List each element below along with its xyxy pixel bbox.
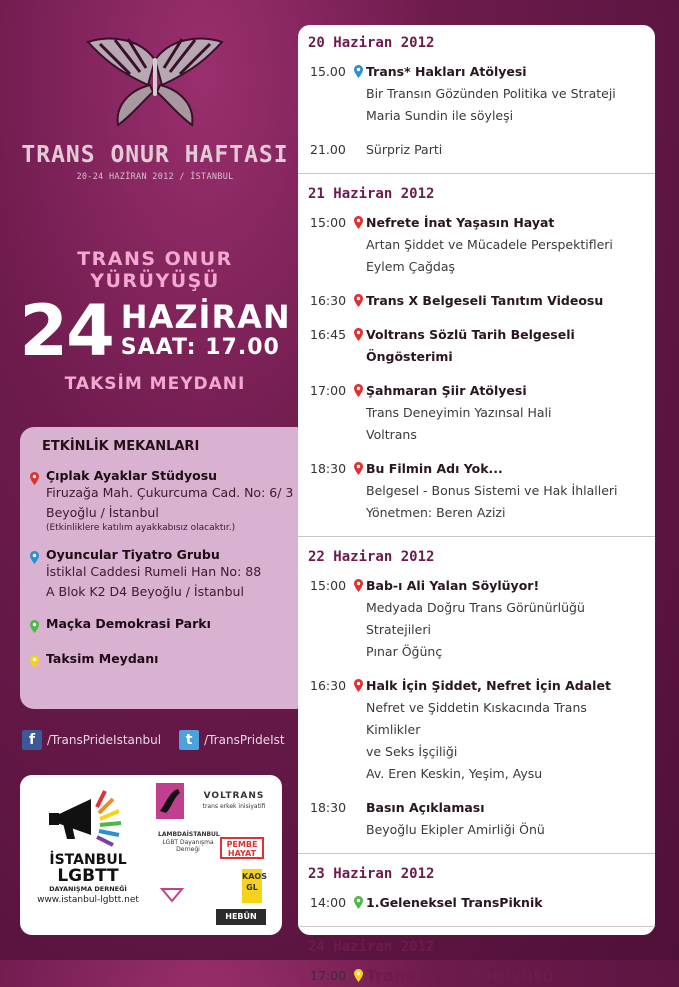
org-name-1: İSTANBUL [49,852,127,868]
map-pin-icon [354,579,363,592]
event-dates: 20-24 HAZİRAN 2012 / İSTANBUL [76,172,234,182]
event-title: Trans X Belgeseli Tanıtım Videosu [366,293,604,308]
voltrans-logo: VOLTRANS [203,791,265,801]
march-day: 24 [19,290,113,372]
event-detail: Trans Deneyimin Yazınsal Hali [366,405,552,420]
lambda-logo: LAMBDAİSTANBUL [158,831,220,838]
event-detail: Beyoğlu Ekipler Amirliği Önü [366,822,545,837]
map-pin-icon [354,328,363,341]
day-block [308,35,645,161]
venue-address-line: Beyoğlu / İstanbul [46,505,159,520]
butterfly-icon [70,30,240,130]
map-pin-icon [354,969,363,982]
event-time: 21.00 [310,142,346,157]
event-item [308,324,645,368]
org-subtitle: DAYANIŞMA DERNEĞİ [49,885,127,893]
event-title: Trans Onur Yürüyüşü [366,966,554,985]
facebook-icon[interactable]: f [22,730,42,750]
event-detail: Sürpriz Parti [366,142,443,157]
megaphone-icon [43,785,133,847]
twitter-icon[interactable]: t [179,730,199,750]
venue-name: Taksim Meydanı [46,651,159,666]
march-month: HAZİRAN [120,298,291,336]
event-detail: Artan Şiddet ve Mücadele Perspektifleri [366,237,613,252]
venue-name: Oyuncular Tiyatro Grubu [46,547,220,562]
program-schedule [298,25,655,985]
venues-box [20,427,310,709]
event-item [308,575,645,663]
event-title: Voltrans Sözlü Tarih Belgeseli Öngösterimi [366,327,575,364]
event-time: 15:00 [310,578,347,593]
pembe-hayat-logo: PEMBE HAYAT [220,837,264,859]
triangle-logo-icon [162,887,182,903]
map-pin-icon [30,472,39,485]
social-links [22,730,292,750]
map-pin-icon [354,384,363,397]
event-time: 18:30 [310,461,347,476]
event-time: 16:30 [310,293,347,308]
event-time: 16:45 [310,327,347,342]
venue-name: Çıplak Ayaklar Stüdyosu [46,468,218,483]
day-date: 20 Haziran 2012 [308,35,435,51]
twitter-link[interactable]: /TransPrideIst [204,733,285,747]
venues-title: ETKİNLİK MEKANLARI [42,439,200,454]
event-item [308,380,645,446]
march-announcement [20,248,290,394]
event-detail: Pınar Öğünç [366,644,443,659]
day-date: 24 Haziran 2012 [308,939,435,955]
day-divider [298,853,655,854]
event-title: Bab-ı Ali Yalan Söylüyor! [366,578,540,593]
venue-address-line: Firuzağa Mah. Çukurcuma Cad. No: 6/ 3 [46,485,294,500]
march-time: SAAT: 17.00 [120,335,280,360]
venue-item [30,547,300,602]
sponsor-logos [156,783,276,928]
map-pin-icon [354,65,363,78]
map-pin-icon [354,896,363,909]
march-place: TAKSİM MEYDANI [64,374,246,394]
event-time: 18:30 [310,800,347,815]
day-divider [298,173,655,174]
map-pin-icon [354,679,363,692]
event-time: 17:00 [310,383,347,398]
event-item [308,290,645,312]
event-logo [20,30,290,182]
event-title: 1.Geleneksel TransPiknik [366,895,543,910]
day-date: 23 Haziran 2012 [308,866,435,882]
venue-address-line: İstiklal Caddesi Rumeli Han No: 88 [46,564,262,579]
venue-item [30,616,300,637]
sponsor-box [20,775,282,935]
shoe-icon [156,783,184,819]
event-detail: Medyada Doğru Trans Görünürlüğü Stratejileri [366,600,585,637]
map-pin-icon [30,620,39,633]
event-detail: Av. Eren Keskin, Yeşim, Aysu [366,766,543,781]
event-detail: Bir Transın Gözünden Politika ve Strateji [366,86,616,101]
map-pin-icon [354,294,363,307]
org-name-2: LGBTT [57,866,119,886]
day-divider [298,926,655,927]
march-title: TRANS ONUR YÜRÜYÜŞÜ [77,248,233,292]
lgbtt-logo [28,785,148,905]
map-pin-icon [354,462,363,475]
event-title: TRANS ONUR HAFTASI [21,142,289,168]
event-time: 15:00 [310,215,347,230]
day-block [308,549,645,841]
lambda-sub: LGBT Dayanışma Derneği [162,839,214,853]
event-title: Şahmaran Şiir Atölyesi [366,383,527,398]
event-detail: Belgesel - Bonus Sistemi ve Hak İhlalleri [366,483,618,498]
day-divider [298,536,655,537]
event-title: Trans* Hakları Atölyesi [366,64,527,79]
day-date: 22 Haziran 2012 [308,549,435,565]
day-block [308,186,645,524]
event-item [308,61,645,127]
event-title: Halk İçin Şiddet, Nefret İçin Adalet [366,678,611,693]
event-title: Nefrete İnat Yaşasın Hayat [366,215,555,230]
hebun-logo: HEBÛN [216,909,266,925]
event-time: 15.00 [310,64,346,79]
event-title: Bu Filmin Adı Yok... [366,461,503,476]
day-block [308,866,645,914]
event-detail: ve Seks İşçiliği [366,744,458,759]
kaos-gl-logo: KAOS GL [242,869,262,903]
org-url[interactable]: www.istanbul-lgbtt.net [37,895,139,905]
facebook-link[interactable]: /TransPrideIstanbul [47,733,162,747]
venue-item [30,651,300,672]
venue-note: (Etkinliklere katılım ayakkabısız olacaktır.) [46,523,236,533]
map-pin-icon [354,216,363,229]
map-pin-icon [30,551,39,564]
event-detail: Voltrans [366,427,417,442]
event-detail: Eylem Çağdaş [366,259,456,274]
event-item [308,965,645,987]
map-pin-icon [30,655,39,668]
event-detail: Nefret ve Şiddetin Kıskacında Trans Kimlikler [366,700,587,737]
event-item [308,212,645,278]
venue-item [30,468,300,533]
event-detail: Yönetmen: Beren Azizi [366,505,506,520]
event-item [308,675,645,785]
day-date: 21 Haziran 2012 [308,186,435,202]
venue-address-line: A Blok K2 D4 Beyoğlu / İstanbul [46,584,244,599]
event-item [308,797,645,841]
event-time: 14:00 [310,895,347,910]
event-time: 17:00 [310,968,347,983]
voltrans-sub: trans erkek inisiyatifi [202,803,266,810]
event-item [308,139,645,161]
event-title: Basın Açıklaması [366,800,485,815]
event-time: 16:30 [310,678,347,693]
event-item [308,892,645,914]
event-detail: Maria Sundin ile söyleşi [366,108,514,123]
day-block [308,939,645,987]
venue-name: Maçka Demokrasi Parkı [46,616,211,631]
event-item [308,458,645,524]
